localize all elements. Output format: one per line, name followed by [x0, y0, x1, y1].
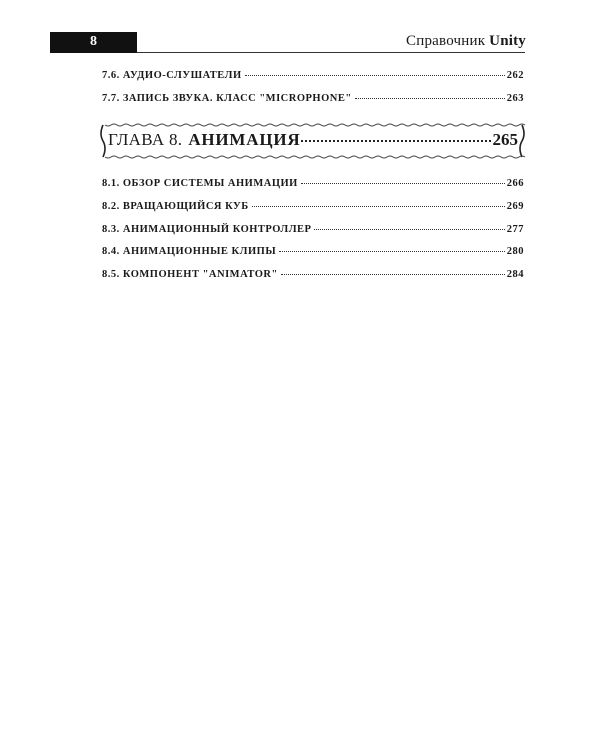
toc-entry[interactable] — [102, 70, 524, 81]
toc-entry-page: 284 — [506, 269, 524, 280]
toc-entry[interactable] — [102, 178, 524, 189]
header-rule — [137, 52, 525, 53]
page-number: 8 — [90, 34, 97, 49]
toc-entry[interactable] — [102, 201, 524, 212]
leader-dots — [281, 274, 505, 275]
toc-entry[interactable] — [102, 246, 524, 257]
chapter-page: 265 — [492, 130, 518, 149]
page-number-badge — [50, 32, 137, 53]
toc-entry[interactable] — [102, 269, 524, 280]
toc-entry-label: 8.3. АНИМАЦИОННЫЙ КОНТРОЛЛЕР — [102, 224, 312, 235]
running-header-bold: Unity — [489, 33, 526, 49]
toc-entry-page: 263 — [506, 93, 524, 104]
chapter-label: ГЛАВА 8. — [108, 130, 183, 149]
chapter-heading[interactable] — [108, 130, 518, 150]
chapter-name: АНИМАЦИЯ — [188, 130, 301, 149]
running-header — [406, 33, 526, 50]
toc-entry-page: 266 — [506, 178, 524, 189]
leader-dots — [301, 140, 490, 142]
toc-entry-label: 8.1. ОБЗОР СИСТЕМЫ АНИМАЦИИ — [102, 178, 298, 189]
leader-dots — [301, 183, 505, 184]
leader-dots — [314, 229, 504, 230]
leader-dots — [279, 251, 505, 252]
toc-entry-label: 8.5. КОМПОНЕНТ "ANIMATOR" — [102, 269, 278, 280]
leader-dots — [355, 98, 505, 99]
toc-entry-page: 262 — [506, 70, 524, 81]
leader-dots — [252, 206, 505, 207]
leader-dots — [245, 75, 505, 76]
running-header-prefix: Справочник — [406, 33, 486, 49]
toc-entry[interactable] — [102, 224, 524, 235]
toc-entry-page: 269 — [506, 201, 524, 212]
toc-entry-page: 280 — [506, 246, 524, 257]
toc-entry-label: 8.4. АНИМАЦИОННЫЕ КЛИПЫ — [102, 246, 277, 257]
toc-entry-label: 8.2. ВРАЩАЮЩИЙСЯ КУБ — [102, 201, 249, 212]
toc-entry-label: 7.6. АУДИО-СЛУШАТЕЛИ — [102, 70, 242, 81]
toc-entry-page: 277 — [506, 224, 524, 235]
toc-entry[interactable] — [102, 93, 524, 104]
toc-entry-label: 7.7. ЗАПИСЬ ЗВУКА. КЛАСС "MICROPHONE" — [102, 93, 352, 104]
